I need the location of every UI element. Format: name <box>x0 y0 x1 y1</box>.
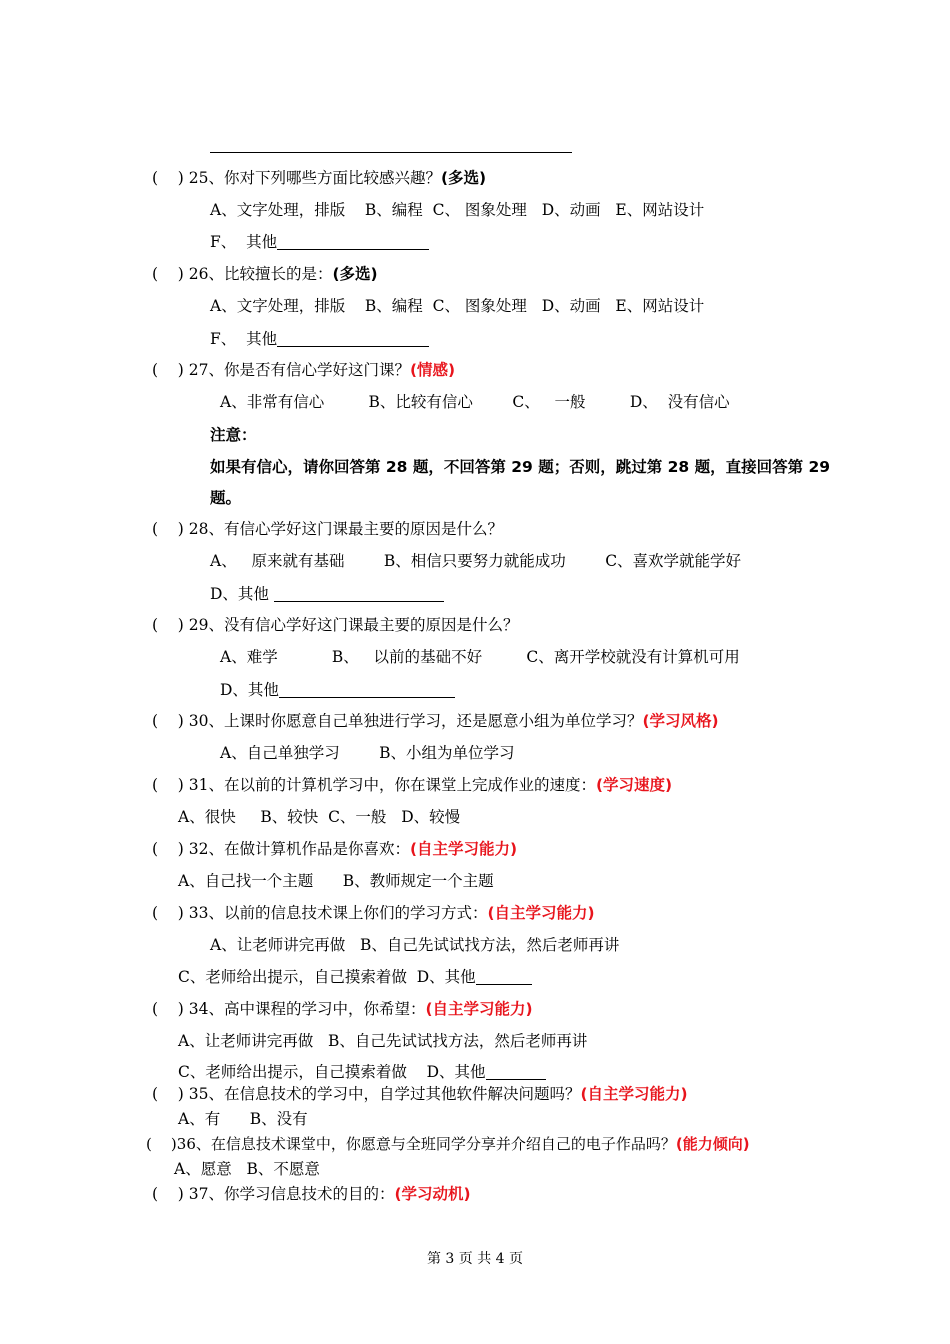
question-stem: ( ) 32、在做计算机作品是你喜欢： <box>152 840 410 858</box>
other-label: D、其他 <box>210 585 274 603</box>
question-26-other <box>210 329 429 349</box>
options-text: C、老师给出提示，自己摸索着做 D、其他 <box>178 968 476 986</box>
question-33 <box>152 903 595 923</box>
question-stem: ( ) 27、你是否有信心学好这门课？ <box>152 361 410 379</box>
answer-blank[interactable] <box>486 1063 546 1080</box>
question-37 <box>152 1184 471 1204</box>
question-26-options: A、文字处理，排版 B、编程 C、 图象处理 D、动画 E、网站设计 <box>210 297 705 315</box>
question-29-options: A、难学 B、 以前的基础不好 C、离开学校就没有计算机可用 <box>220 648 740 666</box>
question-stem: ( ) 37、你学习信息技术的目的： <box>152 1185 395 1203</box>
answer-blank[interactable] <box>277 233 429 250</box>
question-stem: ( ) 26、比较擅长的是： <box>152 265 333 283</box>
question-tag: (学习速度) <box>595 776 673 794</box>
options-text: C、老师给出提示，自己摸索着做 D、其他 <box>178 1063 486 1081</box>
question-stem: ( ) 33、以前的信息技术课上你们的学习方式： <box>152 904 488 922</box>
question-27-options: A、非常有信心 B、比较有信心 C、 一般 D、 没有信心 <box>220 393 730 411</box>
question-stem: ( ) 30、上课时你愿意自己单独进行学习，还是愿意小组为单位学习？ <box>152 712 643 730</box>
question-28: ( ) 28、有信心学好这门课最主要的原因是什么？ <box>152 520 503 538</box>
question-tag: (自主学习能力) <box>487 904 595 922</box>
other-label: D、其他 <box>220 681 279 699</box>
question-stem: ( )36、在信息技术课堂中，你愿意与全班同学分享并介绍自己的电子作品吗？ <box>146 1135 676 1153</box>
question-tag: (学习风格) <box>642 712 719 730</box>
question-33-options-2 <box>178 967 532 987</box>
question-tag: (自主学习能力) <box>409 840 518 858</box>
question-33-options-1: A、让老师讲完再做 B、自己先试试找方法，然后老师再讲 <box>210 936 620 954</box>
question-28-options: A、 原来就有基础 B、相信只要努力就能成功 C、喜欢学就能学好 <box>210 552 742 570</box>
question-36 <box>146 1134 750 1154</box>
question-tag: (能力倾向) <box>675 1135 750 1153</box>
question-stem: ( ) 35、在信息技术的学习中，自学过其他软件解决问题吗？ <box>152 1085 581 1103</box>
question-32 <box>152 839 517 859</box>
question-27 <box>152 360 455 380</box>
question-34-options-1: A、让老师讲完再做 B、自己先试试找方法，然后老师再讲 <box>178 1032 588 1050</box>
answer-blank[interactable] <box>279 681 455 698</box>
question-25-options: A、文字处理，排版 B、编程 C、 图象处理 D、动画 E、网站设计 <box>210 201 705 219</box>
question-tag: (多选) <box>440 169 487 187</box>
question-35 <box>152 1084 688 1104</box>
question-31 <box>152 775 672 795</box>
question-tag: (自主学习能力) <box>425 1000 533 1018</box>
answer-blank[interactable] <box>277 330 429 347</box>
question-stem: ( ) 25、你对下列哪些方面比较感兴趣？ <box>152 169 441 187</box>
question-30-options: A、自己单独学习 B、小组为单位学习 <box>220 744 515 762</box>
question-25-other <box>210 232 429 252</box>
other-label: F、 其他 <box>210 233 278 251</box>
question-stem: ( ) 31、在以前的计算机学习中，你在课堂上完成作业的速度： <box>152 776 596 794</box>
question-26 <box>152 264 378 284</box>
answer-blank[interactable] <box>274 585 444 602</box>
question-tag: (学习动机) <box>394 1185 471 1203</box>
note-line-2: 题。 <box>210 489 242 507</box>
note-title: 注意： <box>210 426 257 444</box>
question-32-options: A、自己找一个主题 B、教师规定一个主题 <box>178 872 494 890</box>
question-34-options-2 <box>178 1062 546 1082</box>
note-line-1: 如果有信心，请你回答第 28 题，不回答第 29 题；否则，跳过第 28 题，直接回答第 29 <box>210 458 831 476</box>
question-29-other <box>220 680 455 700</box>
question-28-other <box>210 584 444 604</box>
page-footer: 第 3 页 共 4 页 <box>426 1251 524 1267</box>
question-tag: (多选) <box>332 265 378 283</box>
question-31-options: A、很快 B、较快 C、一般 D、较慢 <box>178 808 461 826</box>
question-36-options: A、愿意 B、不愿意 <box>174 1160 320 1178</box>
question-29: ( ) 29、没有信心学好这门课最主要的原因是什么？ <box>152 616 519 634</box>
question-tag: (自主学习能力) <box>580 1085 688 1103</box>
question-25 <box>152 168 486 188</box>
top-answer-line <box>210 152 572 153</box>
other-label: F、 其他 <box>210 330 278 348</box>
question-34 <box>152 999 533 1019</box>
question-30 <box>152 711 719 731</box>
question-35-options: A、有 B、没有 <box>178 1110 308 1128</box>
answer-blank[interactable] <box>476 968 532 985</box>
question-tag: (情感) <box>409 361 456 379</box>
question-stem: ( ) 34、高中课程的学习中，你希望： <box>152 1000 426 1018</box>
